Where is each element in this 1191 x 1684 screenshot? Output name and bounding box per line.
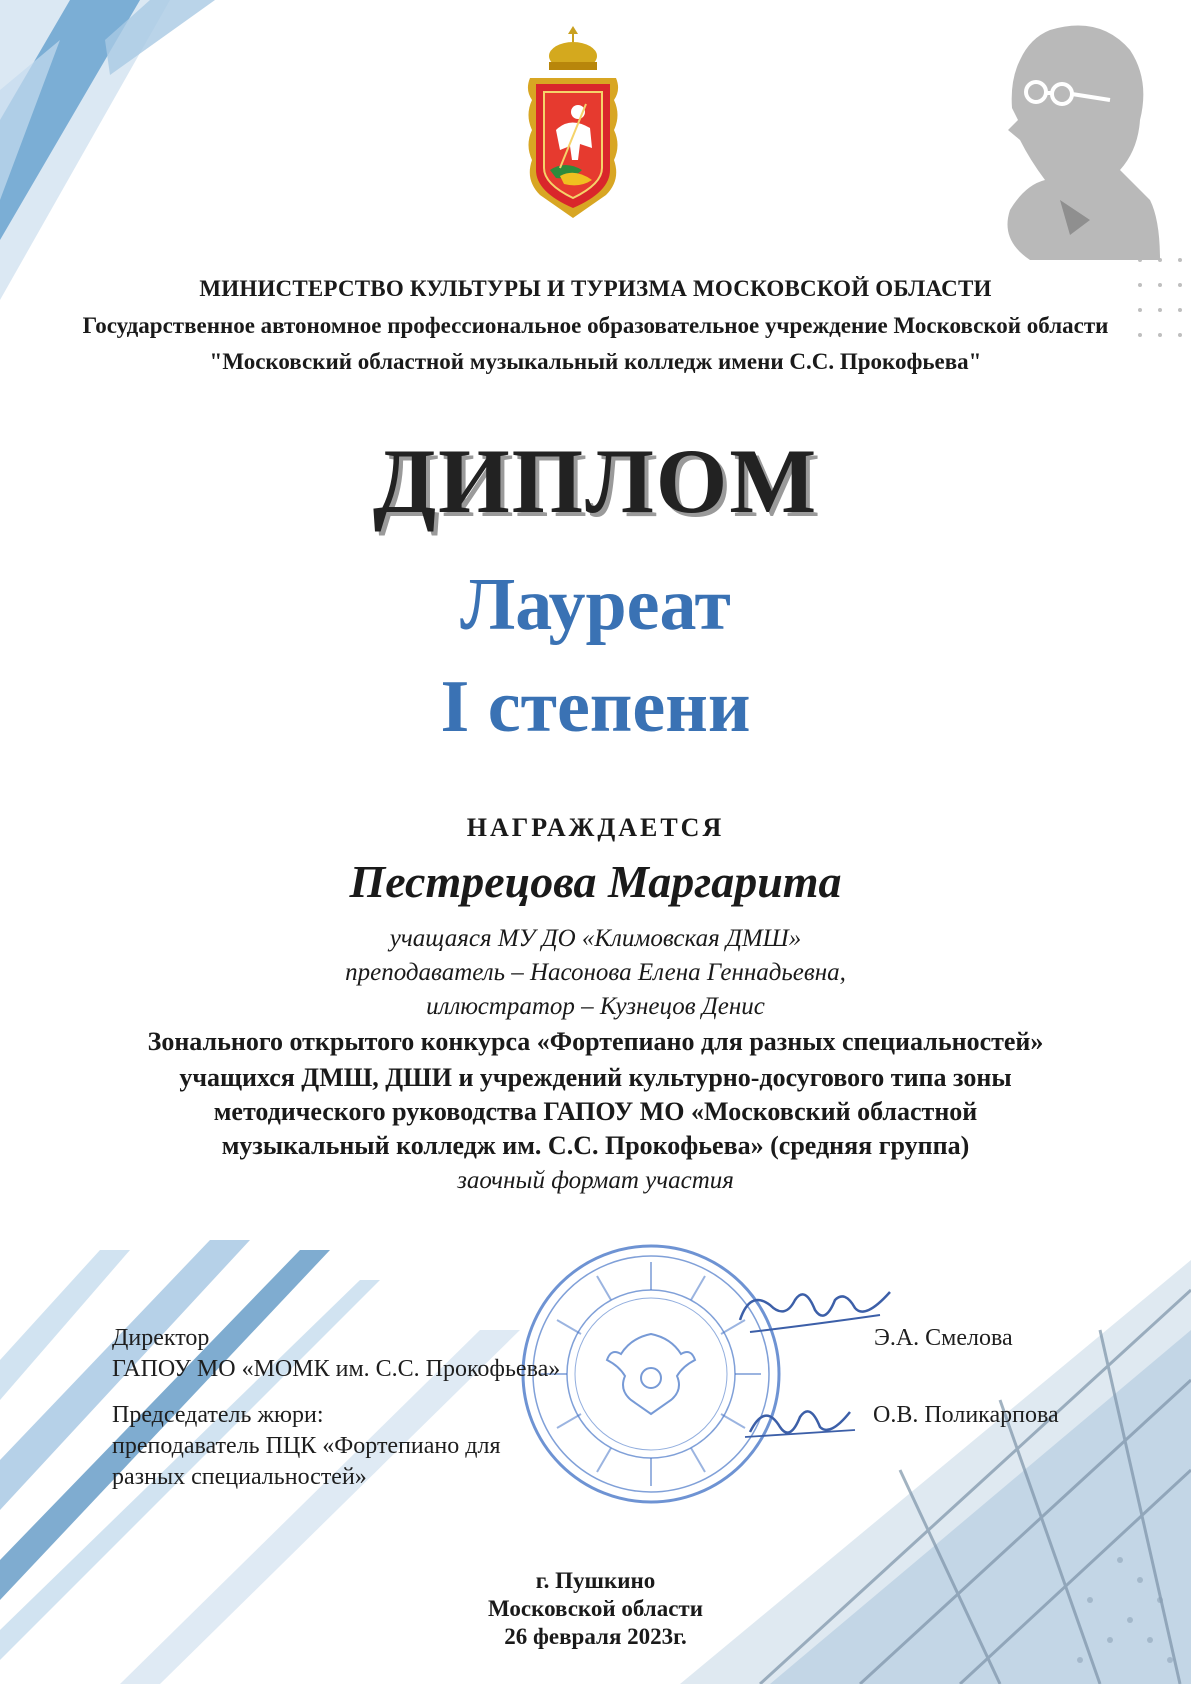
- footer-region: Московской области: [488, 1596, 703, 1621]
- institution-heading: Государственное автономное профессиональное образовательное учреждение Московской области: [82, 313, 1109, 338]
- ministry-heading: МИНИСТЕРСТВО КУЛЬТУРЫ И ТУРИЗМА МОСКОВСКОЙ ОБЛАСТИ: [199, 276, 992, 301]
- award-degree: I степени: [440, 666, 751, 748]
- jury-title: Председатель жюри:: [112, 1402, 324, 1428]
- college-heading: "Московский областной музыкальный колледж имени С.С. Прокофьева": [209, 349, 982, 374]
- competition-line-2: учащихся ДМШ, ДШИ и учреждений культурно-досугового типа зоны: [179, 1063, 1012, 1092]
- director-organization: ГАПОУ МО «МОМК им. С.С. Прокофьева»: [112, 1356, 561, 1382]
- competition-line-1: Зонального открытого конкурса «Фортепиано для разных специальностей»: [147, 1027, 1044, 1056]
- competition-line-3: методического руководства ГАПОУ МО «Московский областной: [213, 1097, 978, 1126]
- recipient-teacher: преподаватель – Насонова Елена Геннадьевна,: [345, 959, 846, 986]
- director-title: Директор: [112, 1325, 210, 1351]
- director-name: Э.А. Смелова: [874, 1325, 1013, 1351]
- participation-format: заочный формат участия: [457, 1167, 734, 1194]
- recipient-school: учащаяся МУ ДО «Климовская ДМШ»: [389, 925, 802, 952]
- recipient-name: Пестрецова Маргарита: [349, 856, 842, 907]
- jury-role-line-1: преподаватель ПЦК «Фортепиано для: [112, 1433, 501, 1459]
- jury-name: О.В. Поликарпова: [873, 1402, 1059, 1428]
- jury-signature-icon: [740, 1392, 860, 1452]
- coat-of-arms-icon: [520, 20, 626, 222]
- recipient-illustrator: иллюстратор – Кузнецов Денис: [426, 993, 765, 1020]
- diploma-title: ДИПЛОМ: [372, 430, 819, 532]
- footer-date: 26 февраля 2023г.: [504, 1624, 687, 1649]
- award-title: Лауреат: [460, 564, 731, 646]
- footer-city: г. Пушкино: [535, 1568, 656, 1593]
- jury-role-line-2: разных специальностей»: [112, 1464, 367, 1490]
- awarded-label: НАГРАЖДАЕТСЯ: [466, 813, 725, 842]
- prokofiev-portrait-icon: [990, 20, 1160, 260]
- competition-line-4: музыкальный колледж им. С.С. Прокофьева» (средняя группа): [221, 1131, 970, 1160]
